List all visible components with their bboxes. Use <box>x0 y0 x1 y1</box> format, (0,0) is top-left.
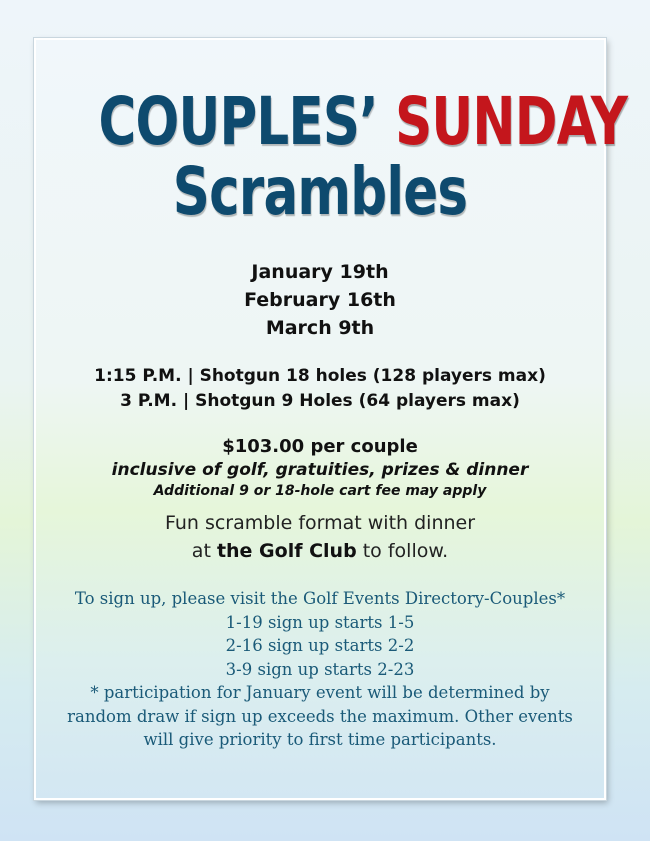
format-line-2 <box>36 537 604 565</box>
event-date: March 9th <box>265 317 375 339</box>
tee-times <box>36 364 604 414</box>
signup-note-line: random draw if sign up exceeds the maximum. Other events <box>67 706 573 726</box>
flyer-title <box>98 83 628 230</box>
format-line-1: Fun scramble format with dinner <box>164 512 476 534</box>
golf-club-name: the Golf Club <box>216 540 357 562</box>
signup-date: 2-16 sign up starts 2-2 <box>225 636 415 655</box>
signup-date: 1-19 sign up starts 1-5 <box>225 612 415 632</box>
event-dates <box>36 258 604 342</box>
signup-info <box>36 587 604 752</box>
signup-date: 3-9 sign up starts 2-23 <box>225 659 415 679</box>
event-date: February 16th <box>244 289 396 311</box>
cart-fee-note: Additional 9 or 18-hole cart fee may apply <box>153 483 487 499</box>
format-description <box>36 509 604 565</box>
title-scrambles: Scrambles <box>172 153 468 230</box>
flyer <box>34 38 628 800</box>
title-line-1 <box>98 83 628 160</box>
signup-note-line: * participation for January event will be determined by <box>90 683 550 702</box>
title-couples: COUPLES’ <box>98 83 378 160</box>
signup-intro: To sign up, please visit the Golf Events Directory-Couples* <box>74 589 566 608</box>
tee-time-18: 1:15 P.M. | Shotgun 18 holes (128 players max) <box>94 366 546 386</box>
signup-note-line: will give priority to first time participants. <box>143 730 497 749</box>
format-post: to follow. <box>362 540 449 562</box>
event-date: January 19th <box>251 261 389 283</box>
price-inclusions: inclusive of golf, gratuities, prizes & dinner <box>111 460 529 480</box>
tee-time-9: 3 P.M. | Shotgun 9 Holes (64 players max) <box>120 391 520 411</box>
title-sunday: SUNDAY <box>395 83 628 160</box>
price: $103.00 per couple <box>222 436 418 457</box>
format-pre: at <box>191 540 211 562</box>
